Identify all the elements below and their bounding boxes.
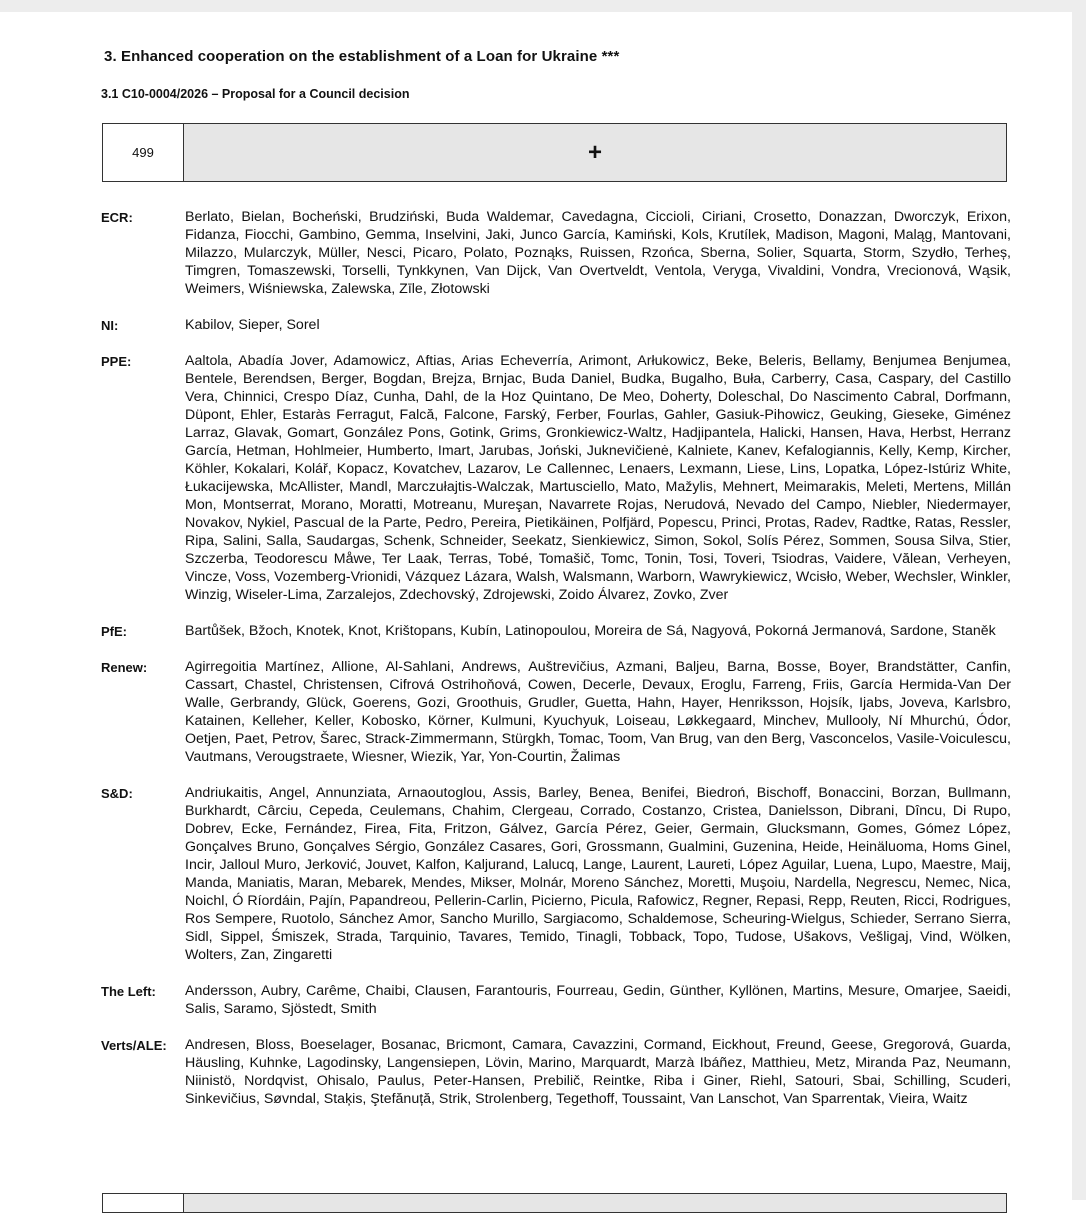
section-title: 3. Enhanced cooperation on the establishment of a Loan for Ukraine *** — [104, 48, 620, 65]
group-name: S&D: — [101, 786, 133, 801]
group-name: The Left: — [101, 984, 156, 999]
group-name: PPE: — [101, 354, 132, 369]
vote-result-symbol: + — [184, 124, 1006, 181]
group-members: Andresen, Bloss, Boeselager, Bosanac, Bricmont, Camara, Cavazzini, Cormand, Eickhout, Freund, Geese, Gregorová, Guarda, Häusling, Kuhnke, Lagodinsky, Langensiepen, Lövin, Marino, Marquardt, Marzà Ibáñez, Matthieu, Metz, Miranda Paz, Neumann, Niinistö, Nordqvist, Ohisalo, Paulus, Peter-Hansen, Prebilič, Reintke, Riba i Giner, Riehl, Satouri, Sbai, Schilling, Scuderi, Sinkevičius, Søvndal, Staķis, Ştefănuță, Strik, Strolenberg, Tegethoff, Toussaint, Van Lanschot, Van Sparrentak, Vieira, Waitz — [185, 1037, 1011, 1107]
viewer-right-border — [1072, 0, 1086, 1200]
group-members: Bartůšek, Bžoch, Knotek, Knot, Krištopans, Kubín, Latinopoulou, Moreira de Sá, Nagyová, Pokorná Jermanová, Sardone, Staněk — [185, 623, 996, 639]
vote-count: 499 — [103, 124, 184, 181]
group-name: PfE: — [101, 624, 127, 639]
group-sd — [101, 784, 1011, 964]
group-members: Aaltola, Abadía Jover, Adamowicz, Aftias, Arias Echeverría, Arimont, Arłukowicz, Beke, Beleris, Bellamy, Benjumea Benjumea, Bentele, Berendsen, Berger, Bogdan, Brejza, Brnjac, Buda Daniel, Budka, Bugalho, Buła, Carberry, Casa, Caspary, del Castillo Vera, Chinnici, Crespo Díaz, Cunha, Dahl, de la Hoz Quintano, De Meo, Doherty, Doleschal, Do Nascimento Cabral, Dorfmann, Düpont, Ehler, Estaràs Ferragut, Falcă, Falcone, Farský, Ferber, Fourlas, Gahler, Gasiuk-Pihowicz, Geuking, Gieseke, Giménez Larraz, Glavak, Gomart, González Pons, Gotink, Grims, Gronkiewicz-Waltz, Hadjipantela, Halicki, Hansen, Hava, Herbst, Herranz García, Hetman, Hohlmeier, Humberto, Imart, Jarubas, Joński, Juknevičienė, Kalniete, Kanev, Kefalogiannis, Kelly, Kemp, Kircher, Köhler, Kokalari, Kolář, Kopacz, Kovatchev, Lazarov, Le Callennec, Lenaers, Lexmann, Liese, Lins, Lopatka, López-Istúriz White, Łukacijewska, McAllister, Mandl, Marczułajtis-Walczak, Martusciello, Mato, Mažylis, Mehnert, Meimarakis, Meleti, Mertens, Millán Mon, Montserrat, Morano, Moratti, Motreanu, Mureşan, Navarrete Rojas, Nerudová, Nevado del Campo, Niebler, Niedermayer, Novakov, Nykiel, Pascual de la Parte, Pedro, Pereira, Pietikäinen, Polfjärd, Popescu, Princi, Protas, Radev, Radtke, Ratas, Ressler, Ripa, Salini, Salla, Saudargas, Schenk, Schneider, Seekatz, Sienkiewicz, Simon, Sokol, Solís Pérez, Sommen, Sousa Silva, Stier, Szczerba, Teodorescu Måwe, Ter Laak, Terras, Tobé, Tomašič, Tomc, Tonin, Tosi, Toveri, Tsiodras, Vaidere, Vălean, Verheyen, Vincze, Voss, Vozemberg-Vrionidi, Vázquez Lázara, Walsh, Walsmann, Warborn, Wawrykiewicz, Wcisło, Weber, Wechsler, Winkler, Winzig, Wiseler-Lima, Zarzalejos, Zdechovský, Zdrojewski, Zoido Álvarez, Zovko, Zver — [185, 353, 1011, 603]
group-verts-ale — [101, 1036, 1011, 1108]
group-name: Verts/ALE: — [101, 1038, 167, 1053]
group-ecr — [101, 208, 1011, 298]
next-vote-result-cell — [184, 1194, 1006, 1212]
group-name: Renew: — [101, 660, 148, 675]
group-ni — [101, 316, 1011, 334]
next-vote-table-edge — [102, 1193, 1007, 1213]
group-ppe — [101, 352, 1011, 604]
group-the-left — [101, 982, 1011, 1018]
sub-title: 3.1 C10-0004/2026 – Proposal for a Council decision — [101, 87, 410, 101]
group-members: Agirregoitia Martínez, Allione, Al-Sahlani, Andrews, Auštrevičius, Azmani, Baljeu, Barna, Bosse, Boyer, Brandstätter, Canfin, Cassart, Chastel, Christensen, Cifrová Ostrihoňová, Cowen, Decerle, Devaux, Eroglu, Farreng, Friis, García Hermida-Van Der Walle, Gerbrandy, Glück, Goerens, Gozi, Groothuis, Grudler, Guetta, Hahn, Hayer, Henriksson, Hojsík, Ijabs, Joveva, Karlsbro, Katainen, Kelleher, Keller, Kobosko, Körner, Kulmuni, Kyuchyuk, Loiseau, Løkkegaard, Minchev, Mullooly, Ní Mhurchú, Ódor, Oetjen, Paet, Petrov, Šarec, Strack-Zimmermann, Stürgkh, Tomac, Toom, Van Brug, van den Berg, Vasconcelos, Vasile-Voiculescu, Vautmans, Verougstraete, Wiesner, Wiezik, Yar, Yon-Courtin, Žalimas — [185, 659, 1011, 765]
viewer-top-border — [0, 0, 1086, 12]
vote-result-table — [102, 123, 1007, 182]
group-name: ECR: — [101, 210, 133, 225]
group-renew — [101, 658, 1011, 766]
next-vote-count-cell — [103, 1194, 184, 1212]
group-members: Andersson, Aubry, Carême, Chaibi, Clausen, Farantouris, Fourreau, Gedin, Günther, Kyllönen, Martins, Mesure, Omarjee, Saeidi, Salis, Saramo, Sjöstedt, Smith — [185, 983, 1011, 1017]
group-members: Andriukaitis, Angel, Annunziata, Arnaoutoglou, Assis, Barley, Benea, Benifei, Biedroń, Bischoff, Bonaccini, Borzan, Bullmann, Burkhardt, Cârciu, Cepeda, Ceulemans, Chahim, Clergeau, Corrado, Costanzo, Cristea, Danielsson, Dibrani, Dîncu, Di Rupo, Dobrev, Ecke, Fernández, Firea, Fita, Fritzon, Gálvez, García Pérez, Geier, Germain, Glucksmann, Gomes, Gómez López, Gonçalves Bruno, Gonçalves Sérgio, González Casares, Gori, Grossmann, Gualmini, Guzenina, Heide, Heinäluoma, Homs Ginel, Incir, Jalloul Muro, Jerković, Jouvet, Kalfon, Kaljurand, Lalucq, Lange, Laurent, Laureti, López Aguilar, Luena, Lupo, Maestre, Maij, Manda, Maniatis, Maran, Mebarek, Mendes, Mikser, Molnár, Moreno Sánchez, Moretti, Muşoiu, Nardella, Negrescu, Nemec, Nica, Noichl, Ó Ríordáin, Pajín, Papandreou, Pellerin-Carlin, Picierno, Picula, Rafowicz, Regner, Repasi, Repp, Reuten, Ricci, Rodrigues, Ros Sempere, Ruotolo, Sánchez Amor, Sancho Murillo, Sargiacomo, Schaldemose, Scheuring-Wielgus, Schieder, Serrano Sierra, Sidl, Sippel, Śmiszek, Strada, Tarquinio, Tavares, Temido, Tinagli, Tobback, Topo, Tudose, Ušakovs, Vešligaj, Vind, Wölken, Wolters, Zan, Zingaretti — [185, 785, 1011, 963]
political-groups-list — [101, 208, 1011, 1126]
group-pfe — [101, 622, 1011, 640]
group-members: Berlato, Bielan, Bocheński, Brudziński, Buda Waldemar, Cavedagna, Ciccioli, Ciriani, Crosetto, Donazzan, Dworczyk, Erixon, Fidanza, Fiocchi, Gambino, Gemma, Inselvini, Jaki, Junco García, Kamiński, Kols, Krutílek, Madison, Magoni, Maląg, Mantovani, Milazzo, Mularczyk, Müller, Nesci, Picaro, Polato, Poznąks, Ruissen, Rzońca, Sberna, Solier, Squarta, Storm, Szydło, Terheș, Timgren, Tomaszewski, Torselli, Tynkkynen, Van Dijck, Van Overtveldt, Ventola, Veryga, Vivaldini, Vondra, Vrecionová, Wąsik, Weimers, Wiśniewska, Zalewska, Zīle, Złotowski — [185, 209, 1011, 297]
group-name: NI: — [101, 318, 119, 333]
group-members: Kabilov, Sieper, Sorel — [185, 317, 320, 333]
